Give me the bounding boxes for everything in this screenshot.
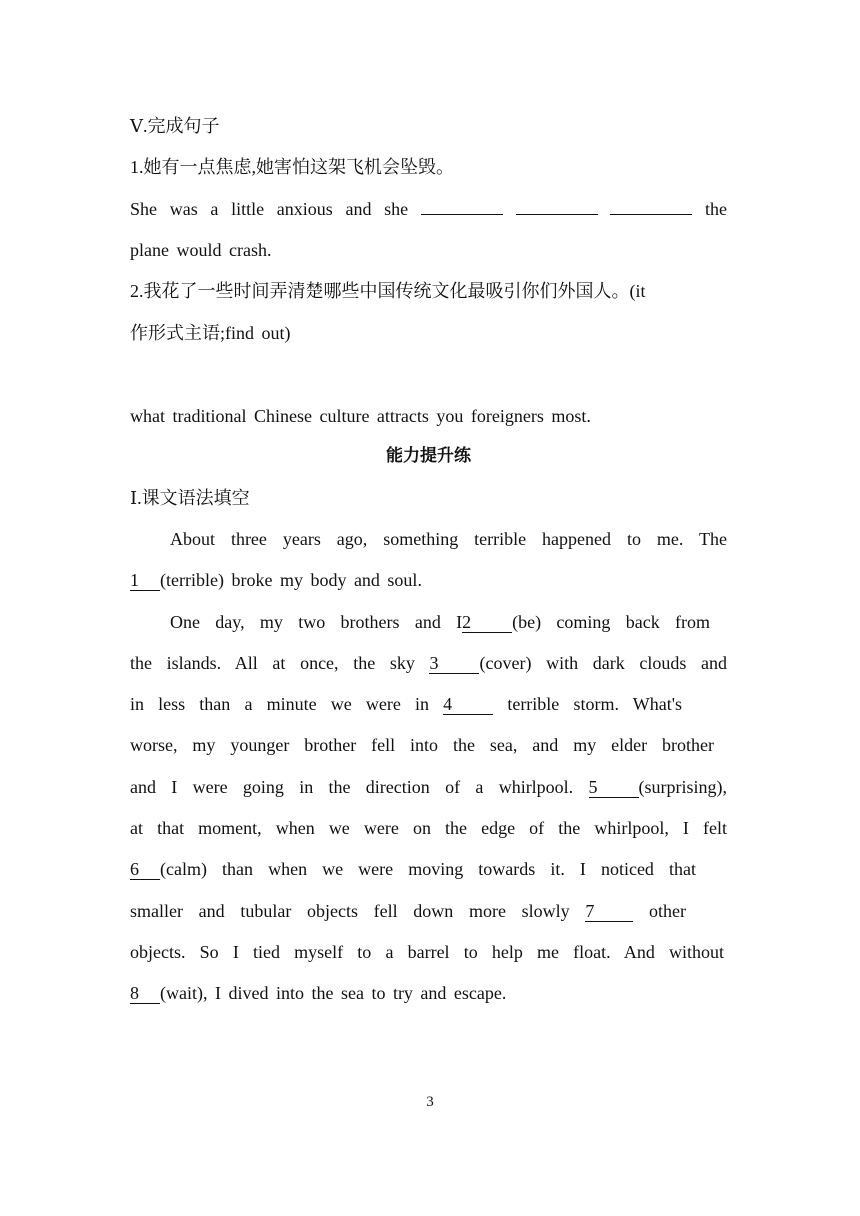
page-number: 3: [426, 1094, 434, 1110]
passage-line-6: worse, my younger brother fell into the sea, and my elder brother: [130, 735, 714, 755]
blank-1[interactable]: 1: [130, 570, 160, 591]
question-1-chinese: 1.她有一点焦虑,她害怕这架飞机会坠毁。: [130, 157, 454, 177]
passage-text: One day, my two brothers and I: [170, 612, 463, 632]
blank-8[interactable]: 8: [130, 983, 160, 1004]
question-2-chinese: 2.我花了一些时间弄清楚哪些中国传统文化最吸引你们外国人。(it: [130, 281, 646, 301]
question-2-chinese-hint: 作形式主语;find out): [130, 323, 291, 343]
answer-blank-1c[interactable]: [610, 197, 692, 215]
practice-title: 能力提升练: [386, 446, 471, 466]
passage-text: (surprising),: [638, 777, 727, 797]
passage-text: (calm) than when we were moving towards it. I noticed that: [160, 859, 696, 879]
passage-text: smaller and tubular objects fell down more slowly: [130, 901, 586, 921]
passage-text: and I were going in the direction of a whirlpool.: [130, 777, 589, 797]
passage-line-2: [130, 568, 727, 592]
passage-line-7: [130, 775, 727, 799]
question-1-english-line2: plane would crash.: [130, 240, 272, 260]
passage-text: (cover) with dark clouds and: [479, 653, 727, 673]
grammar-fill-heading: Ⅰ.课文语法填空: [130, 488, 250, 508]
blank-5[interactable]: 5: [589, 777, 639, 798]
question-2-english: what traditional Chinese culture attracts you foreigners most.: [130, 406, 591, 426]
passage-text: other: [633, 901, 687, 921]
question-1-text-start: She was a little anxious and she: [130, 199, 409, 219]
passage-line-10: [130, 899, 686, 923]
blank-7[interactable]: 7: [585, 901, 633, 922]
blank-4[interactable]: 4: [443, 694, 493, 715]
passage-text: (wait), I dived into the sea to try and escape.: [160, 983, 507, 1003]
blank-3[interactable]: 3: [429, 653, 479, 674]
passage-text: (be) coming back from: [512, 612, 711, 632]
passage-line-5: [130, 692, 682, 716]
passage-line-3: [170, 610, 710, 634]
passage-line-11: objects. So I tied myself to a barrel to help me float. And without: [130, 942, 724, 962]
passage-line-4: [130, 651, 727, 675]
passage-text: the islands. All at once, the sky: [130, 653, 430, 673]
passage-line-1: [170, 527, 727, 551]
blank-6[interactable]: 6: [130, 859, 160, 880]
answer-blank-1b[interactable]: [516, 197, 598, 215]
passage-line-12: [130, 981, 727, 1005]
blank-2[interactable]: 2: [462, 612, 512, 633]
passage-line-9: [130, 857, 696, 881]
passage-text: About three years ago, something terrible happened to me. The: [170, 529, 727, 549]
passage-text: terrible storm. What's: [493, 694, 683, 714]
answer-blank-1a[interactable]: [421, 197, 503, 215]
passage-text: (terrible) broke my body and soul.: [160, 570, 422, 590]
question-1-english: [130, 197, 727, 221]
question-1-text-end: the: [705, 199, 727, 219]
passage-line-8: at that moment, when we were on the edge of the whirlpool, I felt: [130, 818, 727, 838]
passage-text: in less than a minute we were in: [130, 694, 444, 714]
section-heading: Ⅴ.完成句子: [130, 116, 220, 136]
